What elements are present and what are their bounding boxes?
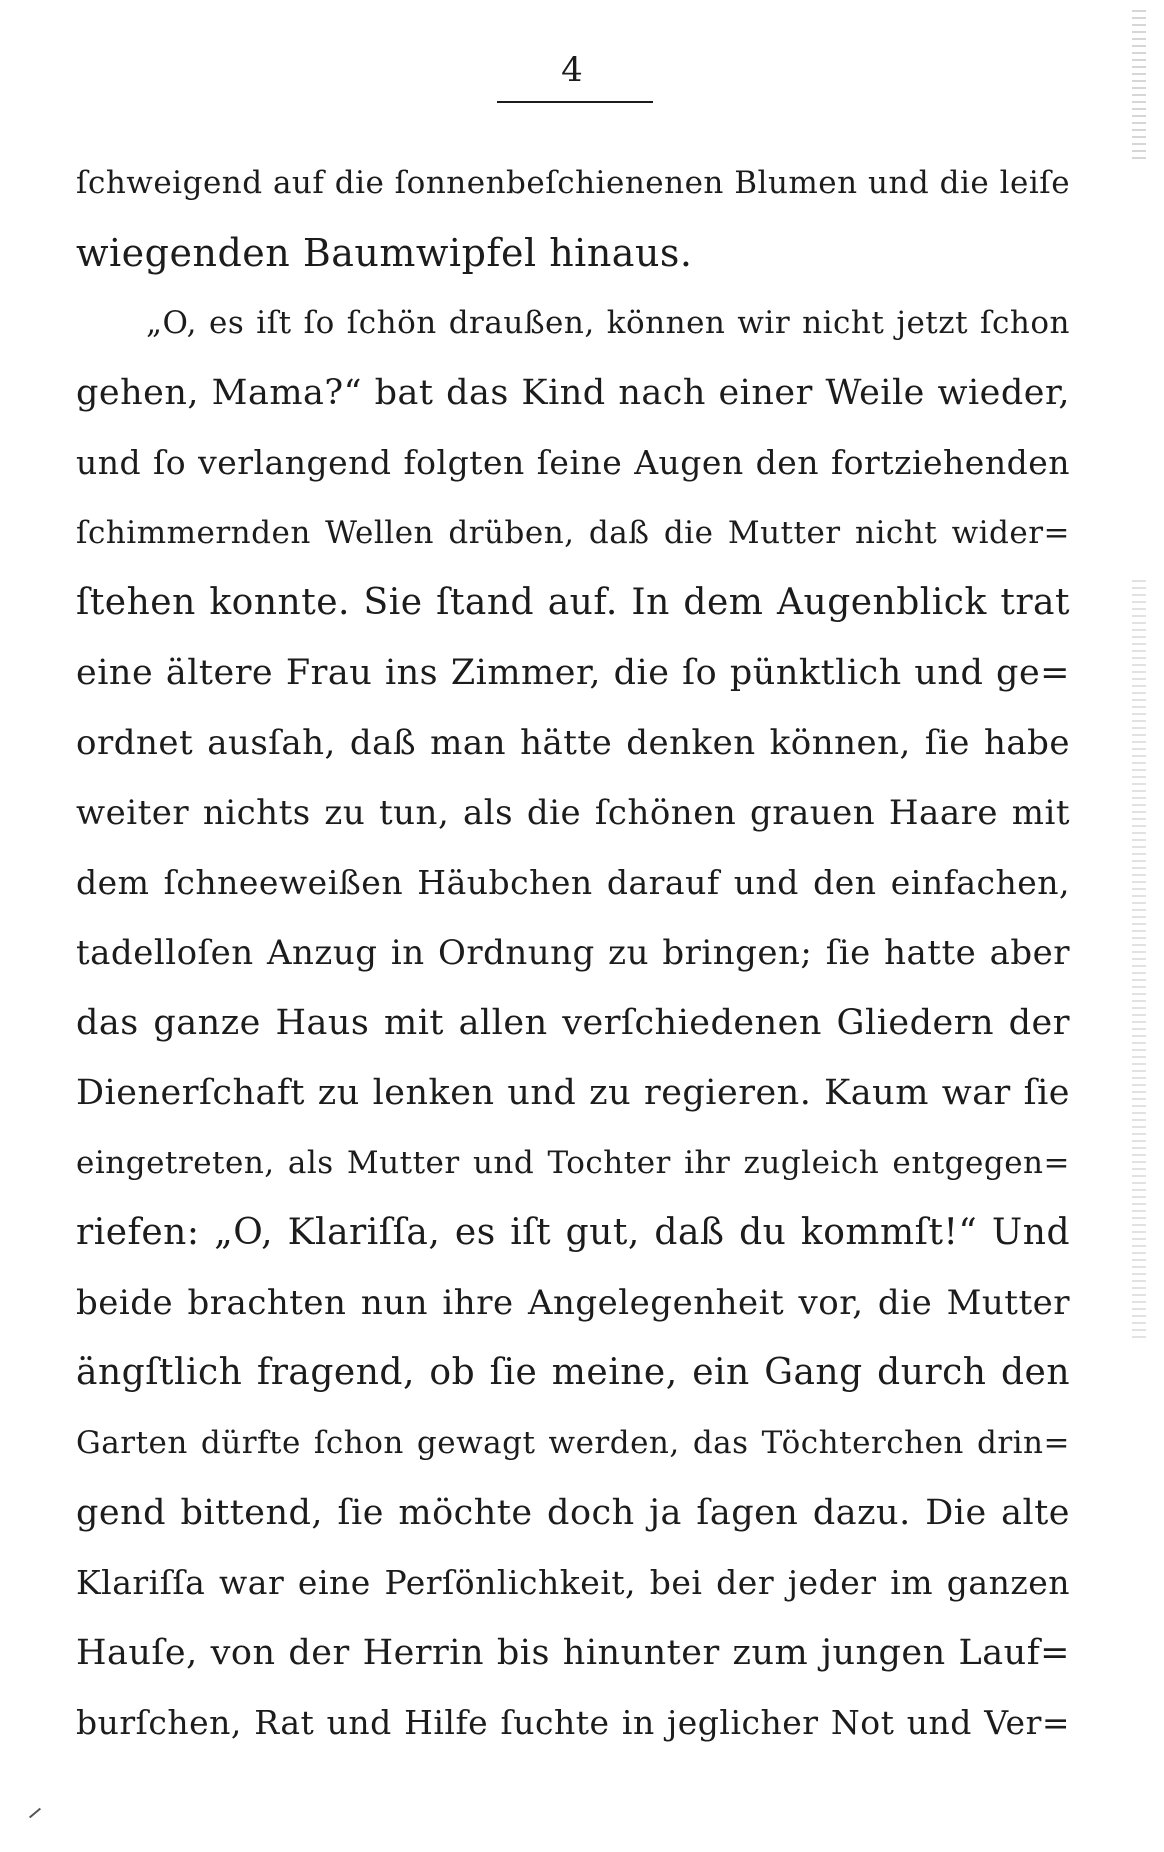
text-line: gehen, Mama?“ bat das Kind nach einer Weile wieder, <box>76 373 1070 413</box>
text-line: gend bittend, ſie möchte doch ja ſagen dazu. Die alte <box>76 1493 1070 1533</box>
page-number: 4 <box>561 50 583 90</box>
text-line: das ganze Haus mit allen verſchiedenen Gliedern der <box>76 1003 1070 1043</box>
text-line: beide brachten nun ihre Angelegenheit vor, die Mutter <box>76 1283 1070 1323</box>
text-line: wiegenden Baumwipfel hinaus. <box>76 231 693 275</box>
scan-edge-noise <box>1132 580 1146 1340</box>
text-line: dem ſchneeweißen Häubchen darauf und den einfachen, <box>76 863 1070 902</box>
text-line: weiter nichts zu tun, als die ſchönen grauen Haare mit <box>76 793 1070 833</box>
text-line: ängſtlich fragend, ob ſie meine, ein Gang durch den <box>76 1352 1070 1393</box>
text-line: Hauſe, von der Herrin bis hinunter zum jungen Lauf= <box>76 1633 1070 1673</box>
text-line: ſchweigend auf die ſonnenbeſchienenen Blumen und die leiſe <box>76 165 1071 201</box>
text-line: tadelloſen Anzug in Ordnung zu bringen; ſie hatte aber <box>76 933 1070 973</box>
text-line: eine ältere Frau ins Zimmer, die ſo pünktlich und ge= <box>76 653 1070 693</box>
text-line: burſchen, Rat und Hilfe ſuchte in jeglicher Not und Ver= <box>76 1703 1070 1742</box>
scan-mark <box>29 1808 41 1819</box>
text-line: Klariſſa war eine Perſönlichkeit, bei der jeder im ganzen <box>76 1563 1070 1602</box>
text-line: ordnet ausſah, daß man hätte denken können, ſie habe <box>76 723 1070 763</box>
text-line: ſtehen konnte. Sie ſtand auf. In dem Augenblick trat <box>76 582 1070 623</box>
header-rule <box>497 101 653 103</box>
body-text <box>76 148 1070 1758</box>
text-line: Garten dürfte ſchon gewagt werden, das Töchterchen drin= <box>76 1425 1070 1461</box>
text-line: riefen: „O, Klariſſa, es iſt gut, daß du kommſt!“ Und <box>76 1212 1070 1253</box>
text-line: und ſo verlangend folgten ſeine Augen den fortziehenden <box>76 443 1070 482</box>
text-line: „O, es iſt ſo ſchön draußen, können wir nicht jetzt ſchon <box>146 305 1070 341</box>
text-line: eingetreten, als Mutter und Tochter ihr zugleich entgegen= <box>76 1145 1070 1181</box>
text-line: Dienerſchaft zu lenken und zu regieren. Kaum war ſie <box>76 1073 1070 1113</box>
text-line: ſchimmernden Wellen drüben, daß die Mutter nicht wider= <box>76 515 1070 551</box>
